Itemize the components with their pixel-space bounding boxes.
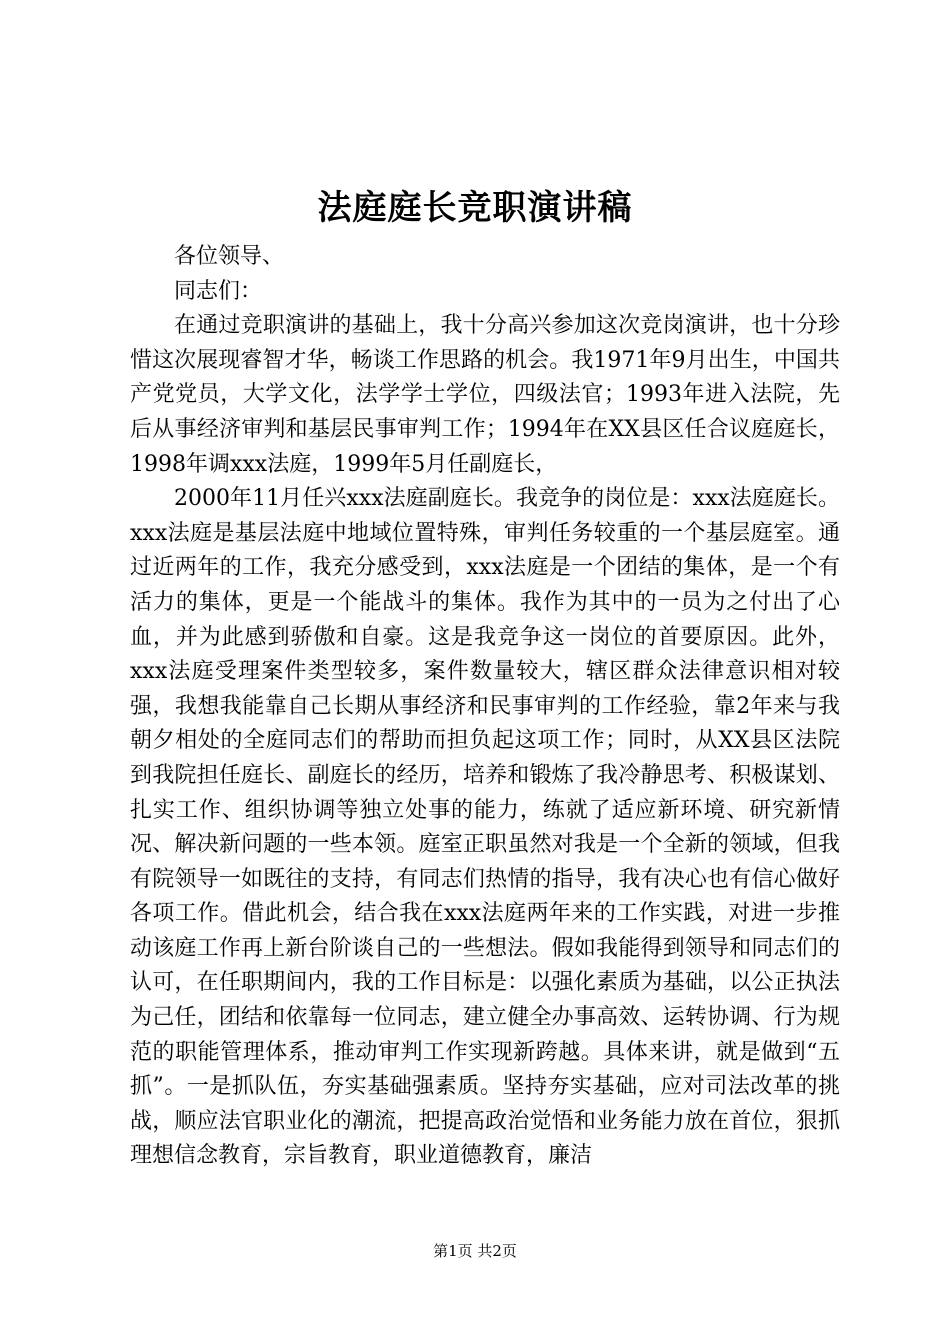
document-title: 法庭庭长竞职演讲稿 [317,188,633,228]
salutation-comrades: 同志们： [174,278,263,304]
document-body [130,240,840,1174]
salutation-leaders: 各位领导、 [174,244,285,269]
paragraph-main: 2000年11月任兴xxx法庭副庭长。我竞争的岗位是：xxx法庭庭长。xxx法庭是基层法庭中地域位置特殊，审判任务较重的一个基层庭室。通过近两年的工作，我充分感受到，xxx法庭是一个团结的集体，是一个有活力的集体，更是一个能战斗的集体。我作为其中的一员为之付出了心血，并为此感到骄傲和自豪。这是我竞争这一岗位的首要原因。此外，xxx法庭受理案件类型较多，案件数量较大，辖区群众法律意识相对较强，我想我能靠自己长期从事经济和民事审判的工作经验，靠2年来与我朝夕相处的全庭同志们的帮助而担负起这项工作；同时，从XX县区法院到我院担任庭长、副庭长的经历，培养和锻炼了我冷静思考、积极谋划、扎实工作、组织协调等独立处事的能力，练就了适应新环境、研究新情况、解决新问题的一些本领。庭室正职虽然对我是一个全新的领域，但我有院领导一如既往的支持，有同志们热情的指导，我有决心也有信心做好各项工作。借此机会，结合我在xxx法庭两年来的工作实践，对进一步推动该庭工作再上新台阶谈自己的一些想法。假如我能得到领导和同志们的认可，在任职期间内，我的工作目标是：以强化素质为基础，以公正执法为己任，团结和依靠每一位同志，建立健全办事高效、运转协调、行为规范的职能管理体系，推动审判工作实现新跨越。具体来讲，就是做到“五抓”。一是抓队伍，夯实基础强素质。坚持夯实基础，应对司法改革的挑战，顺应法官职业化的潮流，把提高政治觉悟和业务能力放在首位，狠抓理想信念教育，宗旨教育，职业道德教育，廉洁 [130,486,840,1169]
page-number: 第1页 共2页 [433,1242,517,1260]
paragraph-intro: 在通过竞职演讲的基础上，我十分高兴参加这次竞岗演讲，也十分珍惜这次展现睿智才华，畅谈工作思路的机会。我1971年9月出生，中国共产党党员，大学文化，法学学士学位，四级法官；1993年进入法院，先后从事经济审判和基层民事审判工作；1994年在XX县区任合议庭庭长，1998年调xxx法庭，1999年5月任副庭长， [130,313,840,477]
